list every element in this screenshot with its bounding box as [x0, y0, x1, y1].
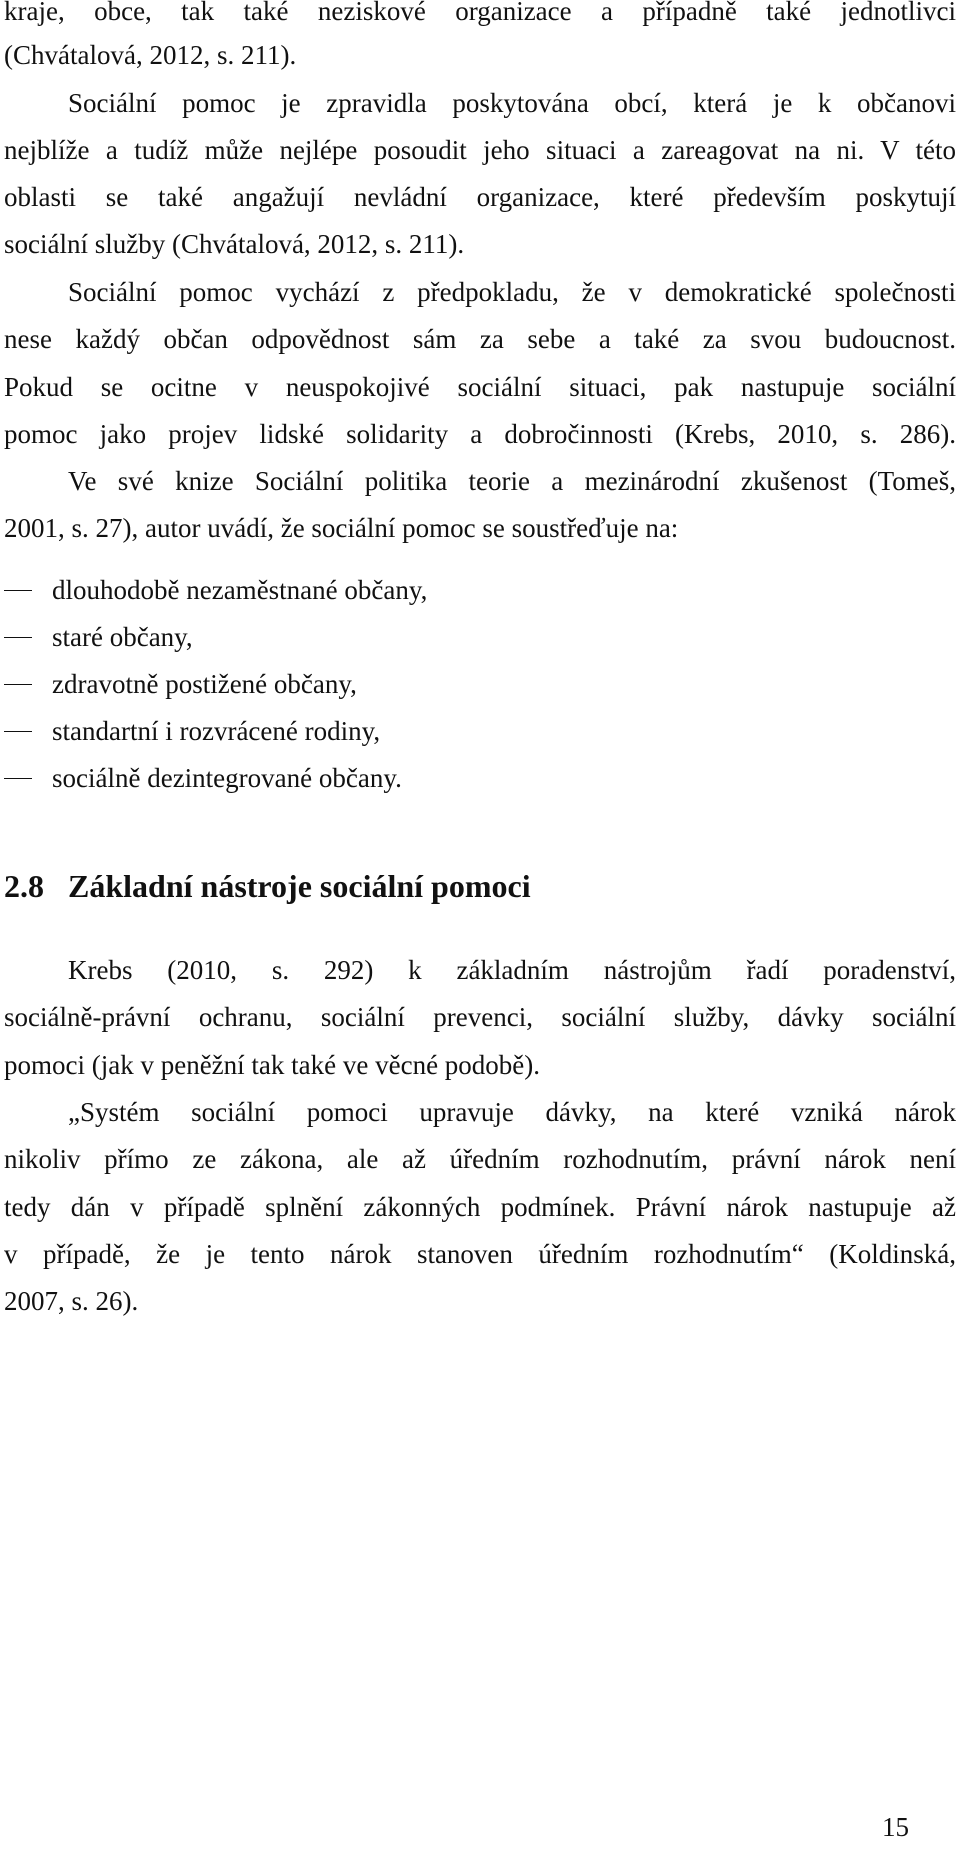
document-page: kraje, obce, tak také neziskové organizace a případně také jednotlivci (Chvátalová, 2012, s. 211). Sociální pomoc je zpravidla poskytována obcí, která je k občanovi nejblíže a tudíž může nejlépe posoudit jeho situaci a zareagovat na ni. V této oblasti se také angažují nevládní organizace, které především poskytují sociální služby (Chvátalová, 2012, s. 211). Sociální pomoc vychází z předpokladu, že v demokratické společnosti nese každý občan odpovědnost sám za sebe a také za svou budoucnost. Pokud se ocitne v neuspokojivé sociální situaci, pak nastupuje sociální pomoc jako projev lidské solidarity a dobročinnosti (Krebs, 2010, s. 286). Ve své knize Sociální politika teorie a mezinárodní zkušenost (Tomeš, 2001, s. 27), autor uvádí, že sociální pomoc se soustřeďuje na: dlouhodobě nezaměstnané občany, staré občany, zdravotně postižené občany, standartní i rozvrácené rodiny, sociálně dezintegrované občany. 2.8 Základní nástroje sociální pomoci Krebs (2010, s. 292) k základním nástrojům řadí poradenství, sociálně-právní ochranu, sociální prevenci, sociální služby, dávky sociální pomoci (jak v peněžní tak také ve věcné podobě). „Systém sociální pomoci upravuje dávky, na které vzniká nárok nikoliv přímo ze zákona, ale až úředním rozhodnutím, právní nárok není tedy dán v případě splnění zákonných podmínek. Právní nárok nastupuje až v případě, že je tento nárok stanoven úředním rozhodnutím“ (Koldinská, 2007, s. 26). 15 — [0, 0, 960, 1860]
text-line: v případě, že je tento nárok stanoven úředním rozhodnutím“ (Koldinská, — [4, 1239, 956, 1269]
text-line: „Systém sociální pomoci upravuje dávky, na které vzniká nárok — [68, 1097, 956, 1127]
text-line: oblasti se také angažují nevládní organizace, které především poskytují — [4, 182, 956, 212]
text-line: pomoc jako projev lidské solidarity a dobročinnosti (Krebs, 2010, s. 286). — [4, 419, 956, 449]
section-title: Základní nástroje sociální pomoci — [68, 868, 531, 904]
text-line: Sociální pomoc je zpravidla poskytována obcí, která je k občanovi — [68, 88, 956, 118]
dash-bullet-icon — [4, 637, 32, 638]
text-line: 2007, s. 26). — [4, 1286, 139, 1316]
section-heading — [4, 866, 531, 906]
dash-bullet-icon — [4, 731, 32, 732]
text-line: Ve své knize Sociální politika teorie a mezinárodní zkušenost (Tomeš, — [68, 466, 956, 496]
dash-bullet-icon — [4, 590, 32, 591]
text-line: sociální služby (Chvátalová, 2012, s. 211). — [4, 229, 465, 259]
page-number: 15 — [882, 1812, 909, 1842]
text-line: 2001, s. 27), autor uvádí, že sociální pomoc se soustřeďuje na: — [4, 513, 679, 543]
text-line: sociálně-právní ochranu, sociální prevenci, sociální služby, dávky sociální — [4, 1002, 956, 1032]
text-line: nese každý občan odpovědnost sám za sebe a také za svou budoucnost. — [4, 324, 956, 354]
text-line: Krebs (2010, s. 292) k základním nástrojům řadí poradenství, — [68, 955, 956, 985]
text-line: Pokud se ocitne v neuspokojivé sociální situaci, pak nastupuje sociální — [4, 372, 956, 402]
text-line: (Chvátalová, 2012, s. 211). — [4, 40, 297, 70]
text-line: kraje, obce, tak také neziskové organizace a případně také jednotlivci — [4, 0, 956, 26]
text-line: Sociální pomoc vychází z předpokladu, že v demokratické společnosti — [68, 277, 956, 307]
text-line: nikoliv přímo ze zákona, ale až úředním rozhodnutím, právní nárok není — [4, 1144, 956, 1174]
dash-bullet-icon — [4, 684, 32, 685]
dash-bullet-icon — [4, 778, 32, 779]
text-line: nejblíže a tudíž může nejlépe posoudit jeho situaci a zareagovat na ni. V této — [4, 135, 956, 165]
text-line: tedy dán v případě splnění zákonných podmínek. Právní nárok nastupuje až — [4, 1192, 956, 1222]
section-number: 2.8 — [4, 868, 44, 904]
text-line: pomoci (jak v peněžní tak také ve věcné podobě). — [4, 1050, 541, 1080]
